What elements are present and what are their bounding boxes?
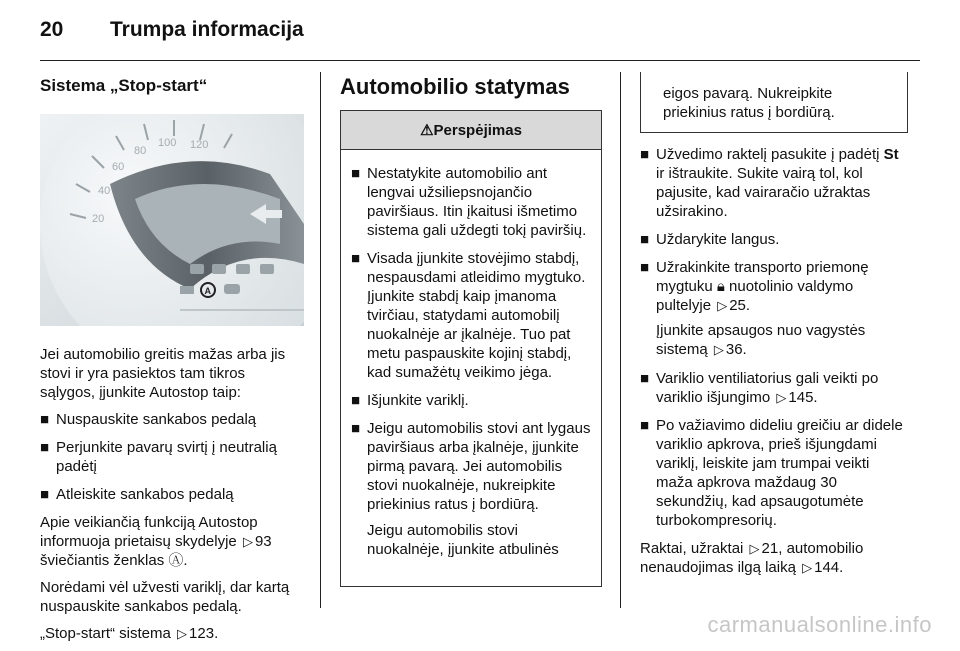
bullet-icon: ■ xyxy=(640,231,650,248)
bullet-icon: ■ xyxy=(640,417,650,434)
warning-box-continued: eigos pavarą. Nukreipkite priekinius ratus į bordiūrą. xyxy=(640,72,908,133)
autostop-symbol-icon: Ⓐ xyxy=(168,552,184,569)
column-divider-2 xyxy=(620,72,621,608)
list-item: ■ Užvedimo raktelį pasukite į padėtį St ir ištraukite. Sukite vairą tol, kol pajusite, kad vairaračio užraktas užsirakino. xyxy=(640,146,899,220)
list-item: ■ Užrakinkite transporto priemonę mygtuku 🔒︎ nuotolinio valdymo pultelyje ▷ 25. xyxy=(640,259,869,314)
column-divider-1 xyxy=(320,72,321,608)
list-item: ■ Atleiskite sankabos pedalą xyxy=(40,486,234,503)
watermark-brand: carmanualsonline.info xyxy=(707,612,932,637)
warning-subparagraph: Jeigu automobilis stovi nuokalnėje, įjunkite atbulinės xyxy=(367,522,559,558)
restart-paragraph: Norėdami vėl užvesti variklį, dar kartą nuspauskite sankabos pedalą. xyxy=(40,579,290,615)
page-number: 20 xyxy=(40,18,64,41)
list-item: ■ Visada įjunkite stovėjimo stabdį, nespausdami atleidimo mygtuko. Įjunkite stabdį kaip įmanoma tvirčiau, statydami automobilį nuokalnėje ar įkalnėje. Tuo pat metu paspauskite kojinį stabdį, kad sumažėtų veikimo jėga. xyxy=(351,250,586,381)
list-item: ■ Uždarykite langus. xyxy=(640,231,780,248)
column-parking xyxy=(340,70,602,587)
list-item: ■ Perjunkite pavarų svirtį į neutralią padėtį xyxy=(40,439,277,475)
page-ref-icon: ▷ xyxy=(177,626,188,641)
page-ref-icon: ▷ xyxy=(802,560,813,575)
list-item: ■ Nuspauskite sankabos pedalą xyxy=(40,411,257,428)
stop-start-intro: Jei automobilio greitis mažas arba jis stovi ir yra pasiektos tam tikros sąlygos, įjunkite Autostop taip: xyxy=(40,346,286,401)
bullet-icon: ■ xyxy=(640,146,650,163)
bullet-icon: ■ xyxy=(40,439,50,456)
list-item: ■ Jeigu automobilis stovi ant lygaus paviršiaus arba įkalnėje, įjunkite pirmą pavarą. Jei automobilis stovi nuokalnėje, nukreipkite priekinius ratus į bordiūrą. xyxy=(351,420,591,513)
autostop-steps xyxy=(40,410,304,504)
bullet-icon: ■ xyxy=(640,370,650,387)
bullet-icon: ■ xyxy=(351,250,361,267)
parking-steps xyxy=(640,145,908,315)
page-ref-icon: ▷ xyxy=(717,298,728,313)
list-item: ■ Po važiavimo dideliu greičiu ar didele variklio apkrova, prieš išjungdami variklį, leiskite jam trumpai veikti maža apkrova maždaug 30 sekundžių, kad apsaugotumėte turbokompresorių. xyxy=(640,417,903,529)
warning-triangle-icon: ⚠ xyxy=(420,122,434,139)
page-header xyxy=(0,0,960,62)
bullet-icon: ■ xyxy=(351,420,361,437)
svg-text:100: 100 xyxy=(158,137,177,149)
lock-icon: 🔒︎ xyxy=(716,278,725,295)
svg-text:120: 120 xyxy=(190,139,209,151)
page-ref-icon: ▷ xyxy=(242,534,253,549)
svg-text:80: 80 xyxy=(134,145,147,157)
page-ref-icon: ▷ xyxy=(776,390,787,405)
bullet-icon: ■ xyxy=(40,486,50,503)
bullet-icon: ■ xyxy=(40,411,50,428)
page-title: Trumpa informacija xyxy=(110,18,304,41)
page-ref-icon: ▷ xyxy=(749,541,760,556)
svg-text:40: 40 xyxy=(98,185,111,197)
warning-list xyxy=(351,164,591,514)
warning-header xyxy=(340,110,602,150)
bullet-icon: ■ xyxy=(351,165,361,182)
bullet-icon: ■ xyxy=(640,259,650,276)
page-ref-icon: ▷ xyxy=(713,342,724,357)
header-rule xyxy=(40,60,920,61)
warning-body xyxy=(341,150,601,586)
svg-text:20: 20 xyxy=(92,213,105,225)
list-item: ■ Variklio ventiliatorius gali veikti po variklio išjungimo ▷ 145. xyxy=(640,370,879,406)
list-item: ■ Nestatykite automobilio ant lengvai užsiliepsnojančio paviršiaus. Itin įkaitusi išmetimo sistema gali uždegti tokį paviršių. xyxy=(351,165,587,239)
bullet-icon: ■ xyxy=(351,392,361,409)
svg-text:60: 60 xyxy=(112,161,125,173)
warning-box xyxy=(340,110,602,587)
parking-steps-2 xyxy=(640,369,908,530)
anti-theft-note: Įjunkite apsaugos nuo vagystės sistemą ▷ 36. xyxy=(656,322,866,358)
section-heading-stop-start: Sistema „Stop-start“ xyxy=(40,76,208,95)
list-item: ■ Išjunkite variklį. xyxy=(351,392,469,409)
instrument-cluster-image xyxy=(40,114,304,326)
warning-title: Perspėjimas xyxy=(433,121,522,139)
keys-reference: Raktai, užraktai ▷ 21, automobilio nenaudojimas ilgą laiką ▷ 144. xyxy=(640,540,864,576)
stop-start-reference: „Stop-start“ sistema ▷ 123. xyxy=(40,625,219,642)
column-stop-start xyxy=(40,70,304,651)
section-heading-parking: Automobilio statymas xyxy=(340,74,570,99)
svg-text:A: A xyxy=(204,286,211,296)
autostop-indicator-paragraph: Apie veikiančią funkciją Autostop informuoja prietaisų skydelyje ▷ 93 šviečiantis ženklas Ⓐ. xyxy=(40,514,272,569)
column-parking-continued xyxy=(640,72,908,585)
